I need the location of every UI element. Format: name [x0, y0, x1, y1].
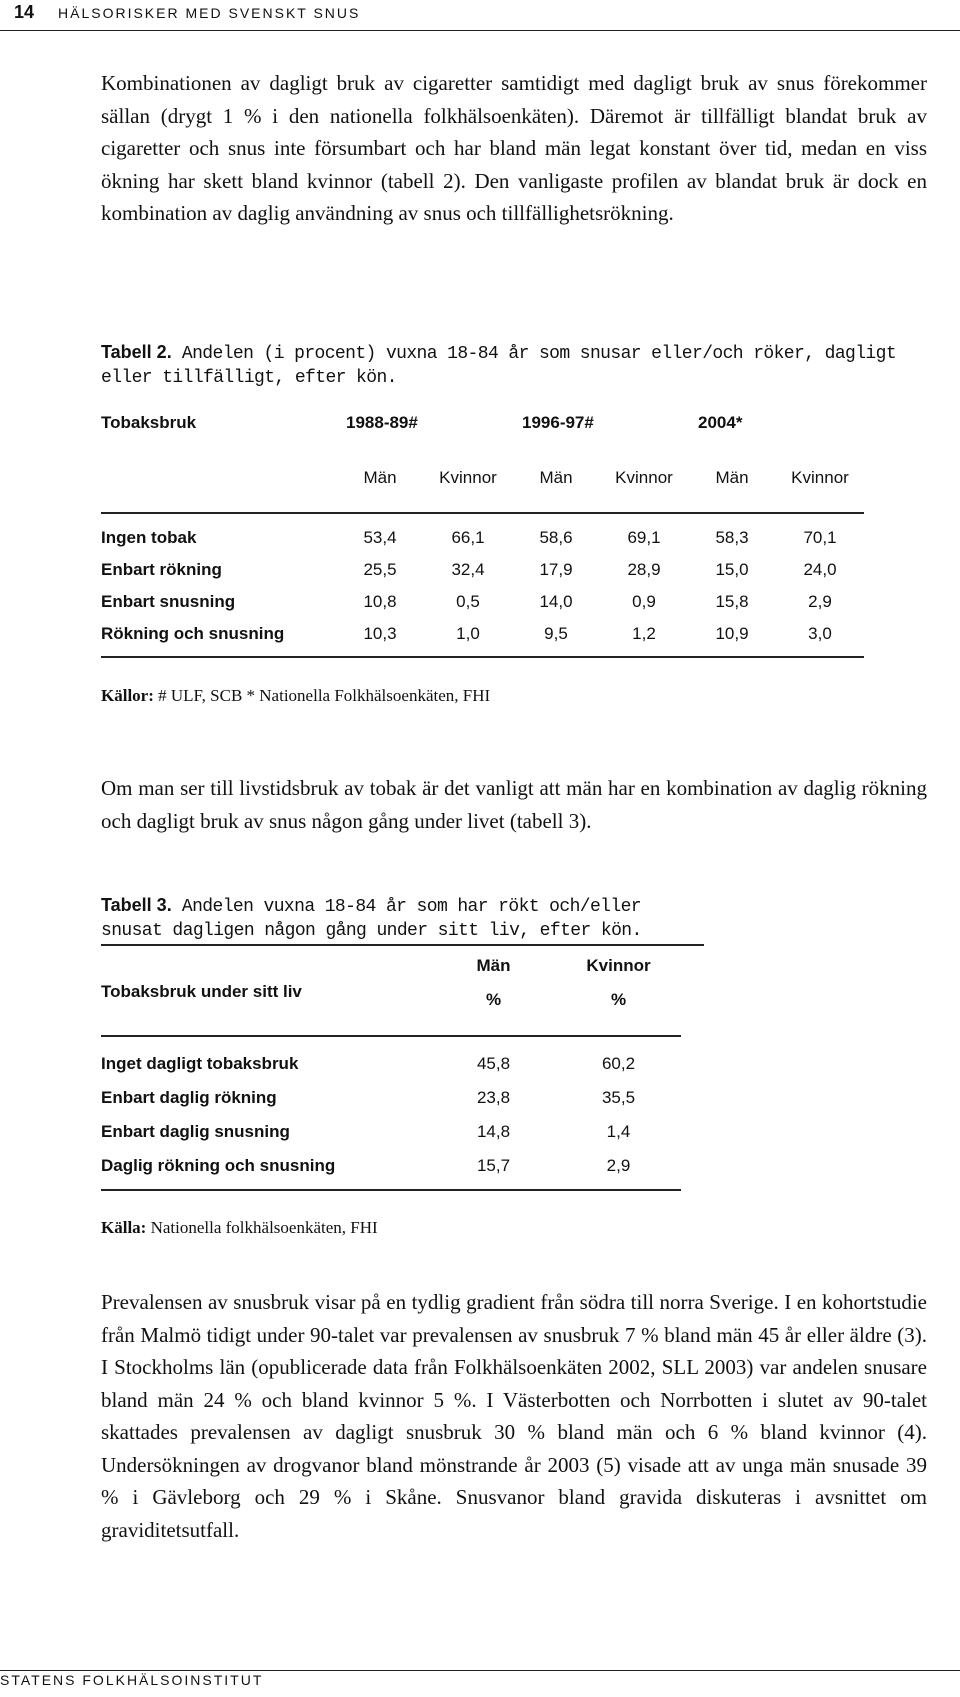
table-3-top-rule [101, 944, 704, 946]
table-2-period-3: 2004* [698, 413, 743, 432]
cell: 24,0 [803, 560, 837, 579]
page-number: 14 [14, 2, 35, 22]
cell: 58,6 [539, 528, 573, 547]
cell: 15,7 [476, 1156, 511, 1175]
table-row [101, 586, 864, 618]
table-row [101, 1149, 681, 1190]
table-row [101, 554, 864, 586]
cell: 0,9 [632, 592, 656, 611]
table-3-source [101, 1218, 378, 1238]
header-rule [0, 30, 960, 31]
table-2-caption [101, 340, 927, 390]
cell: 17,9 [539, 560, 573, 579]
table-3-source-label: Källa: [101, 1218, 147, 1237]
cell: 25,5 [363, 560, 397, 579]
cell: 3,0 [808, 624, 832, 643]
running-header-title: HÄLSORISKER MED SVENSKT SNUS [58, 5, 361, 21]
table-2-subheader: Kvinnor [791, 467, 849, 487]
cell: 23,8 [476, 1088, 511, 1107]
table-3-col-header: Tobaksbruk under sitt liv [101, 981, 302, 1001]
table-2 [101, 403, 864, 658]
table-row [101, 618, 864, 657]
paragraph-1: Kombinationen av dagligt bruk av cigaretter samtidigt med dagligt bruk av snus förekommer sällan (drygt 1 % i den nationella folkhälsoenkäten). Däremot är tillfälligt blandat bruk av cigaretter och snus inte försumbart och har bland män legat konstant över tid, medan en viss ökning har skett bland kvinnor (tabell 2). Den vanligaste profilen av blandat bruk är dock en kombination av daglig användning av snus och tillfällighetsrökning. [101, 71, 927, 225]
table-2-caption-text: Andelen (i procent) vuxna 18-84 år som snusar eller/och röker, dagligt eller tillfälligt, efter kön. [101, 344, 897, 388]
cell: 15,8 [715, 592, 749, 611]
table-row [101, 513, 864, 554]
cell: 0,5 [456, 592, 480, 611]
cell: 69,1 [627, 528, 661, 547]
row-label: Inget dagligt tobaksbruk [101, 1054, 299, 1073]
row-label: Enbart daglig snusning [101, 1122, 290, 1141]
table-3-sex-header: Kvinnor [586, 956, 651, 975]
row-label: Ingen tobak [101, 528, 197, 547]
cell: 2,9 [606, 1156, 631, 1175]
row-label: Rökning och snusning [101, 624, 285, 643]
cell: 32,4 [451, 560, 485, 579]
table-3-sex-header: Män [476, 956, 511, 975]
cell: 10,3 [363, 624, 397, 643]
cell: 1,0 [456, 624, 480, 643]
cell: 66,1 [451, 528, 485, 547]
table-3-unit-header: % [485, 990, 502, 1009]
table-row [101, 1036, 681, 1081]
table-2-subheader: Män [539, 467, 573, 487]
cell: 2,9 [808, 592, 832, 611]
cell: 1,2 [632, 624, 656, 643]
cell: 70,1 [803, 528, 837, 547]
table-3-unit-header: % [610, 990, 627, 1009]
cell: 35,5 [601, 1088, 636, 1107]
cell: 53,4 [363, 528, 397, 547]
table-row [101, 1115, 681, 1149]
table-2-period-2: 1996-97# [522, 413, 594, 432]
table-2-source [101, 686, 490, 706]
table-3-caption-label: Tabell 3. [101, 895, 172, 915]
table-3-source-text: Nationella folkhälsoenkäten, FHI [146, 1218, 378, 1237]
table-3-caption-text: Andelen vuxna 18-84 år som har rökt och/eller snusat dagligen någon gång under sitt liv, efter kön. [101, 897, 642, 941]
cell: 45,8 [476, 1054, 511, 1073]
cell: 9,5 [544, 624, 568, 643]
table-3 [101, 948, 681, 1191]
table-2-source-label: Källor: [101, 686, 154, 705]
row-label: Daglig rökning och snusning [101, 1156, 336, 1175]
row-label: Enbart daglig rökning [101, 1088, 277, 1107]
table-3-caption [101, 893, 701, 943]
table-2-subheader: Kvinnor [615, 467, 673, 487]
cell: 15,0 [715, 560, 749, 579]
cell: 28,9 [627, 560, 661, 579]
table-2-source-text: # ULF, SCB * Nationella Folkhälsoenkäten, FHI [153, 686, 491, 705]
table-2-subheader: Män [715, 467, 749, 487]
table-2-caption-label: Tabell 2. [101, 342, 172, 362]
table-row [101, 1081, 681, 1115]
cell: 14,8 [476, 1122, 511, 1141]
cell: 10,8 [363, 592, 397, 611]
cell: 1,4 [606, 1122, 631, 1141]
table-2-subheader: Män [363, 467, 397, 487]
row-label: Enbart snusning [101, 592, 236, 611]
row-label: Enbart rökning [101, 560, 222, 579]
footer-publisher: STATENS FOLKHÄLSOINSTITUT [0, 1672, 264, 1688]
cell: 10,9 [715, 624, 749, 643]
cell: 60,2 [601, 1054, 636, 1073]
paragraph-2: Om man ser till livstidsbruk av tobak är det vanligt att män har en kombination av daglig rökning och dagligt bruk av snus någon gång under livet (tabell 3). [101, 776, 927, 833]
table-2-col-header: Tobaksbruk [101, 413, 197, 432]
table-2-period-1: 1988-89# [346, 413, 418, 432]
table-2-subheader: Kvinnor [439, 467, 497, 487]
paragraph-3: Prevalensen av snusbruk visar på en tydlig gradient från södra till norra Sverige. I en kohortstudie från Malmö tidigt under 90-talet var prevalensen av snusbruk 7 % bland män 45 år eller äldre (3). I Stockholms län (opublicerade data från Folkhälsoenkäten 2002, SLL 2003) var andelen snusare bland män 24 % och bland kvinnor 5 %. I Västerbotten och Norrbotten i slutet av 90-talet skattades prevalensen av dagligt snusbruk 30 % bland män och 6 % bland kvinnor (4). Undersökningen av drogvanor bland mönstrande år 2003 (5) visade att av unga män snusade 39 % i Gävleborg och 29 % i Skåne. Snusvanor bland gravida diskuteras i avsnittet om graviditetsutfall. [101, 1290, 927, 1542]
cell: 58,3 [715, 528, 749, 547]
footer-rule [0, 1670, 960, 1671]
cell: 14,0 [539, 592, 573, 611]
